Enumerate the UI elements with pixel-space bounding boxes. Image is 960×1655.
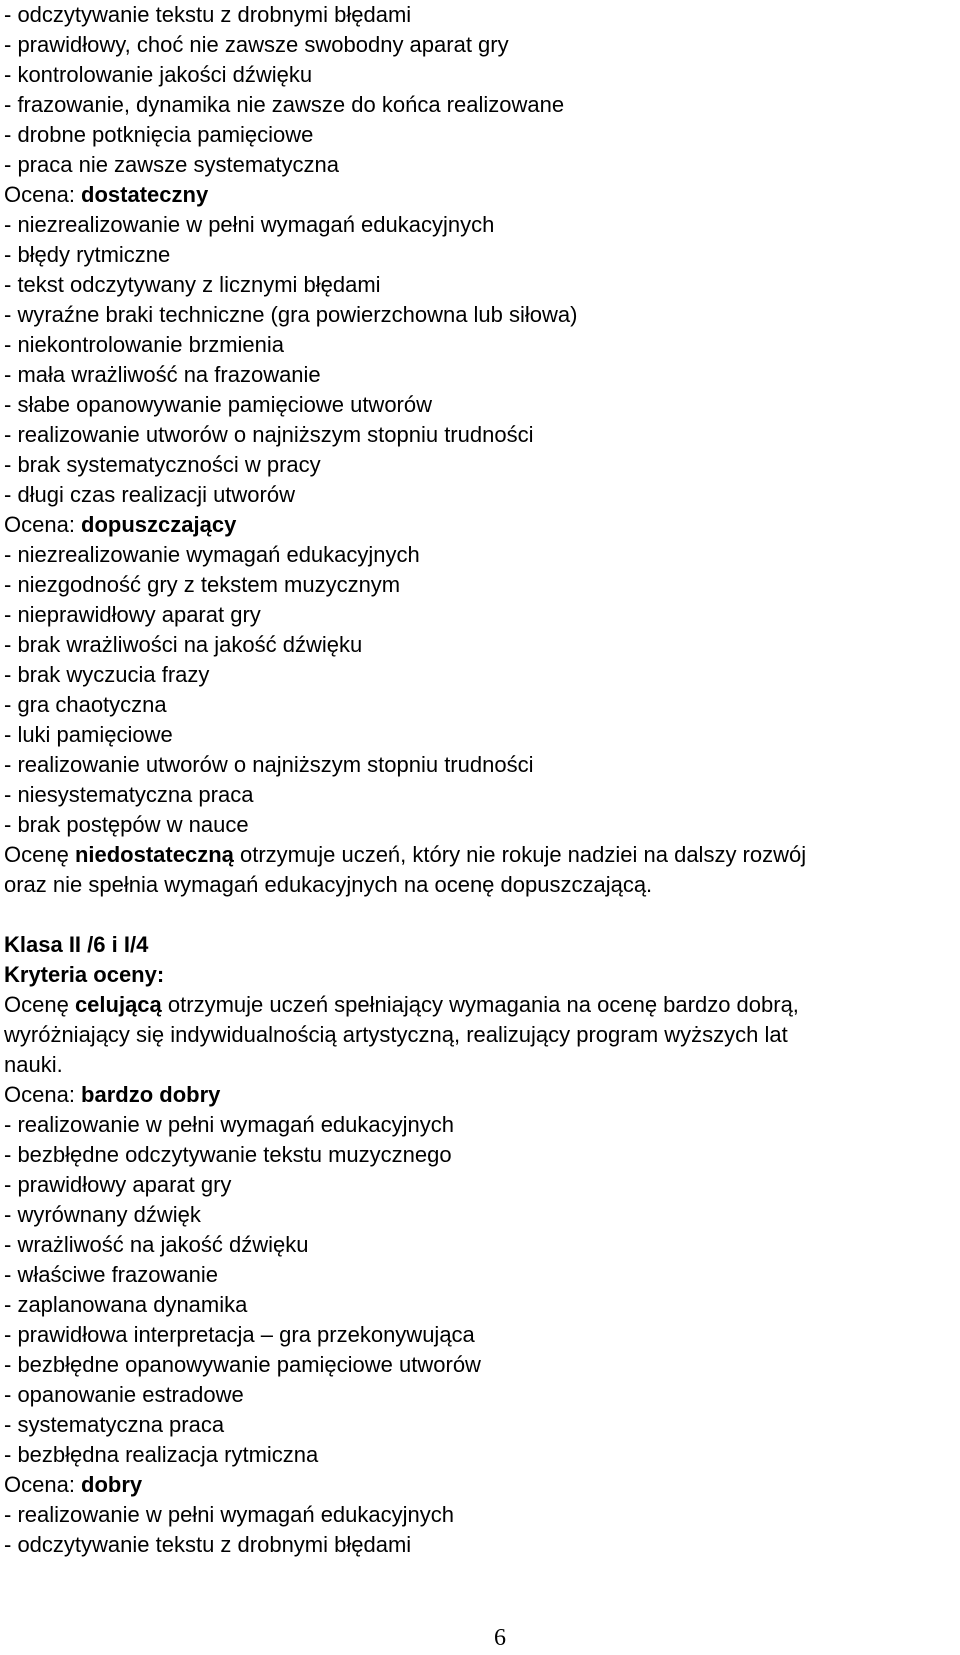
list-item: - gra chaotyczna <box>4 692 167 717</box>
list-item: - wyrównany dźwięk <box>4 1202 201 1227</box>
list-item: - długi czas realizacji utworów <box>4 482 295 507</box>
list-item: - mała wrażliwość na frazowanie <box>4 362 321 387</box>
list-item: - brak wyczucia frazy <box>4 662 210 687</box>
list-item: - drobne potknięcia pamięciowe <box>4 122 314 147</box>
list-item: - prawidłowy, choć nie zawsze swobodny aparat gry <box>4 32 509 57</box>
spacer <box>4 900 956 930</box>
list-item: - kontrolowanie jakości dźwięku <box>4 62 313 87</box>
list-item: - realizowanie w pełni wymagań edukacyjnych <box>4 1502 455 1527</box>
list-item: - realizowanie utworów o najniższym stopniu trudności <box>4 752 534 777</box>
list-item: - systematyczna praca <box>4 1412 225 1437</box>
list-item: - wrażliwość na jakość dźwięku <box>4 1232 309 1257</box>
criteria-heading: Kryteria oceny: <box>4 962 165 987</box>
list-item: - niekontrolowanie brzmienia <box>4 332 285 357</box>
document-page <box>4 0 956 1560</box>
list-item: - bezbłędne opanowywanie pamięciowe utworów <box>4 1352 481 1377</box>
grade-heading-bardzo-dobry: Ocena: bardzo dobry <box>4 1082 221 1107</box>
list-item: - słabe opanowywanie pamięciowe utworów <box>4 392 433 417</box>
list-item: - wyraźne braki techniczne (gra powierzchowna lub siłowa) <box>4 302 578 327</box>
list-item: - bezbłędna realizacja rytmiczna <box>4 1442 319 1467</box>
list-item: - prawidłowa interpretacja – gra przekonywująca <box>4 1322 475 1347</box>
grade-heading-dopuszczajacy: Ocena: dopuszczający <box>4 512 237 537</box>
paragraph-celujaca: Ocenę celującą otrzymuje uczeń spełniający wymagania na ocenę bardzo dobrą, wyróżniający się indywidualnością artystyczną, realizujący program wyższych lat nauki. <box>4 992 799 1077</box>
list-item: - tekst odczytywany z licznymi błędami <box>4 272 381 297</box>
list-item: - brak systematyczności w pracy <box>4 452 321 477</box>
list-item: - prawidłowy aparat gry <box>4 1172 232 1197</box>
list-item: - opanowanie estradowe <box>4 1382 244 1407</box>
list-item: - właściwe frazowanie <box>4 1262 218 1287</box>
grade-heading-dobry: Ocena: dobry <box>4 1472 143 1497</box>
list-item: - bezbłędne odczytywanie tekstu muzycznego <box>4 1142 452 1167</box>
list-item: - luki pamięciowe <box>4 722 173 747</box>
list-item: - nieprawidłowy aparat gry <box>4 602 261 627</box>
list-item: - niezgodność gry z tekstem muzycznym <box>4 572 401 597</box>
list-item: - błędy rytmiczne <box>4 242 171 267</box>
list-item: - niesystematyczna praca <box>4 782 254 807</box>
list-item: - niezrealizowanie wymagań edukacyjnych <box>4 542 420 567</box>
paragraph-niedostateczny: Ocenę niedostateczną otrzymuje uczeń, który nie rokuje nadziei na dalszy rozwój oraz nie spełnia wymagań edukacyjnych na ocenę dopuszczającą. <box>4 842 807 897</box>
list-item: - realizowanie utworów o najniższym stopniu trudności <box>4 422 534 447</box>
section-heading: Klasa II /6 i I/4 <box>4 932 149 957</box>
grade-heading-dostateczny: Ocena: dostateczny <box>4 182 209 207</box>
list-item: - odczytywanie tekstu z drobnymi błędami <box>4 2 412 27</box>
page-number: 6 <box>494 1625 506 1651</box>
list-item: - praca nie zawsze systematyczna <box>4 152 340 177</box>
list-dobry <box>4 1500 956 1560</box>
list-item: - frazowanie, dynamika nie zawsze do końca realizowane <box>4 92 565 117</box>
list-item: - realizowanie w pełni wymagań edukacyjnych <box>4 1112 455 1137</box>
list-item: - odczytywanie tekstu z drobnymi błędami <box>4 1532 412 1557</box>
list-dostateczny <box>4 210 956 510</box>
list-item: - zaplanowana dynamika <box>4 1292 248 1317</box>
list-item: - brak postępów w nauce <box>4 812 249 837</box>
list-item: - brak wrażliwości na jakość dźwięku <box>4 632 363 657</box>
list-bardzo-dobry <box>4 1110 956 1470</box>
list-top <box>4 0 956 180</box>
list-dopuszczajacy <box>4 540 956 840</box>
list-item: - niezrealizowanie w pełni wymagań edukacyjnych <box>4 212 495 237</box>
